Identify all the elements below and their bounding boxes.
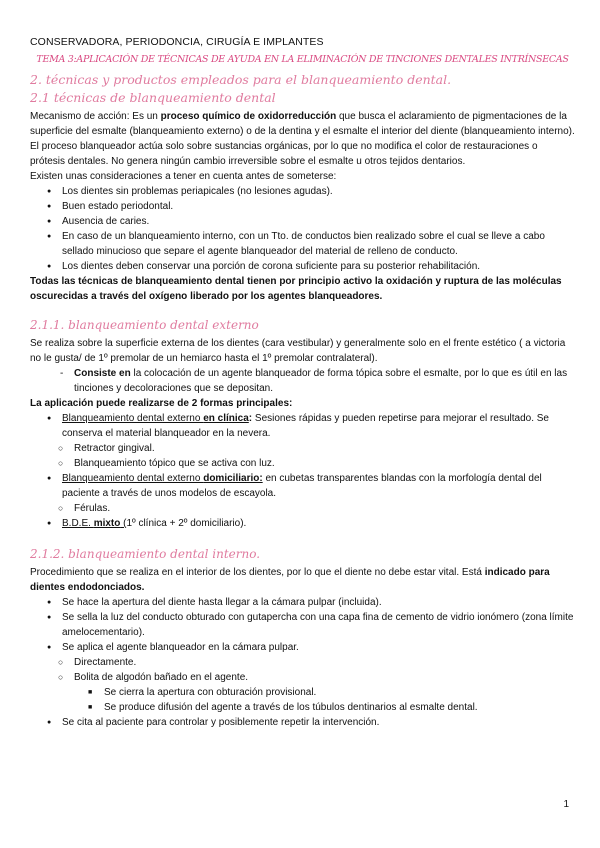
page-number: 1 xyxy=(563,799,569,810)
aplicacion-paragraph: La aplicación puede realizarse de 2 formas principales: xyxy=(30,398,293,409)
interno-list xyxy=(30,595,575,730)
list-item: ● Se cita al paciente para controlar y posiblemente repetir la intervención. xyxy=(30,715,575,730)
list-item: ○ Férulas. xyxy=(30,501,575,516)
list-item: ○ Blanqueamiento tópico que se activa con luz. xyxy=(30,456,575,471)
list-item: ○ Directamente. xyxy=(30,655,575,670)
sub-sub-list xyxy=(30,685,575,715)
section-heading-2-1: 2.1 técnicas de blanqueamiento dental xyxy=(30,90,276,105)
mecanismo-paragraph: Mecanismo de acción: Es un proceso químico de oxidorreducción que busca el aclaramiento de pigmentaciones de la superficie del esmalte (blanqueamiento externo) o de la dentina y el esmalte el interior del diente (blanqueamiento interno). xyxy=(30,111,575,137)
list-item: ● Se aplica el agente blanqueador en la cámara pulpar. ○ Directamente. ○ Bolita de algodón bañado en el agente. ■ Se cierra la apertura con obturación provisional. ■ Se produce difusión del agente a través de los túbulos dentinarios al esmalte dental. xyxy=(30,640,575,715)
list-item: ● En caso de un blanqueamiento interno, con un Tto. de conductos bien realizado sobre el cual se lleve a cabo sellado minucioso que separe el agente blanqueador del material de relleno de conducto. xyxy=(30,229,575,259)
list-item: ● Los dientes sin problemas periapicales (no lesiones agudas). xyxy=(30,184,575,199)
formas-list xyxy=(30,411,575,531)
proceso-paragraph: El proceso blanqueador actúa solo sobre sustancias orgánicas, por lo que no modifica el color de restauraciones o prótesis dentales. No genera ningún cambio irreversible sobre el esmalte u otros tejidos dentarios. xyxy=(30,141,538,167)
list-item: ● Los dientes deben conservar una porción de corona suficiente para su posterior rehabilitación. xyxy=(30,259,575,274)
list-item: ■ Se produce difusión del agente a través de los túbulos dentinarios al esmalte dental. xyxy=(60,700,575,715)
list-item: ● Blanqueamiento dental externo en clínica: Sesiones rápidas y pueden repetirse para mejorar el resultado. Se conserva el material blanqueador en la nevera. ○ Retractor gingival. ○ Blanqueamiento tópico que se activa con luz. xyxy=(30,411,575,471)
list-item: ■ Se cierra la apertura con obturación provisional. xyxy=(60,685,575,700)
consiste-list xyxy=(30,366,575,396)
section-heading-2-1-1: 2.1.1. blanqueamiento dental externo xyxy=(30,318,259,332)
todas-paragraph: Todas las técnicas de blanqueamiento dental tienen por principio activo la oxidación y ruptura de las moléculas oscurecidas a través del oxígeno liberado por los agentes blanqueadores. xyxy=(30,276,562,302)
section-heading-2: 2. técnicas y productos empleados para el blanqueamiento dental. xyxy=(30,72,452,87)
list-item: ● Se hace la apertura del diente hasta llegar a la cámara pulpar (incluida). xyxy=(30,595,575,610)
document-header: CONSERVADORA, PERIODONCIA, CIRUGÍA E IMPLANTES xyxy=(30,36,324,48)
section-heading-2-1-2: 2.1.2. blanqueamiento dental interno. xyxy=(30,547,261,561)
consideraciones-intro: Existen unas consideraciones a tener en cuenta antes de someterse: xyxy=(30,171,337,182)
consideraciones-list xyxy=(30,184,575,274)
sub-list xyxy=(30,501,575,516)
list-item: ● Buen estado periodontal. xyxy=(30,199,575,214)
list-item: - Consiste en la colocación de un agente blanqueador de forma tópica sobre el esmalte, por lo que es útil en las tinciones y decoloraciones que se depositan. xyxy=(30,366,575,396)
sub-list xyxy=(30,441,575,471)
list-item: ○ Retractor gingival. xyxy=(30,441,575,456)
list-item: ● Blanqueamiento dental externo domiciliario: en cubetas transparentes blandas con la morfología dental del paciente a través de unos modelos de escayola. ○ Férulas. xyxy=(30,471,575,516)
page-title: TEMA 3:APLICACIÓN DE TÉCNICAS DE AYUDA EN LA ELIMINACIÓN DE TINCIONES DENTALES INTRÍNSECAS xyxy=(36,54,569,65)
list-item: ○ Bolita de algodón bañado en el agente. ■ Se cierra la apertura con obturación provisional. ■ Se produce difusión del agente a través de los túbulos dentinarios al esmalte dental. xyxy=(30,670,575,715)
list-item: ● Se sella la luz del conducto obturado con gutapercha con una capa fina de cemento de vidrio ionómero (zona límite amelocementario). xyxy=(30,610,575,640)
interno-paragraph: Procedimiento que se realiza en el interior de los dientes, por lo que el diente no debe estar vital. Está indicado para dientes endodonciados. xyxy=(30,567,550,593)
list-item: ● B.D.E. mixto (1º clínica + 2º domiciliario). xyxy=(30,516,575,531)
list-item: ● Ausencia de caries. xyxy=(30,214,575,229)
document-page xyxy=(30,36,575,730)
externo-paragraph: Se realiza sobre la superficie externa de los dientes (cara vestibular) y generalmente solo en el frente estético ( a victoria no le gusta/ de 1º premolar de un hemiarco hasta el 1º premolar contralateral). xyxy=(30,338,566,364)
sub-list xyxy=(30,655,575,715)
